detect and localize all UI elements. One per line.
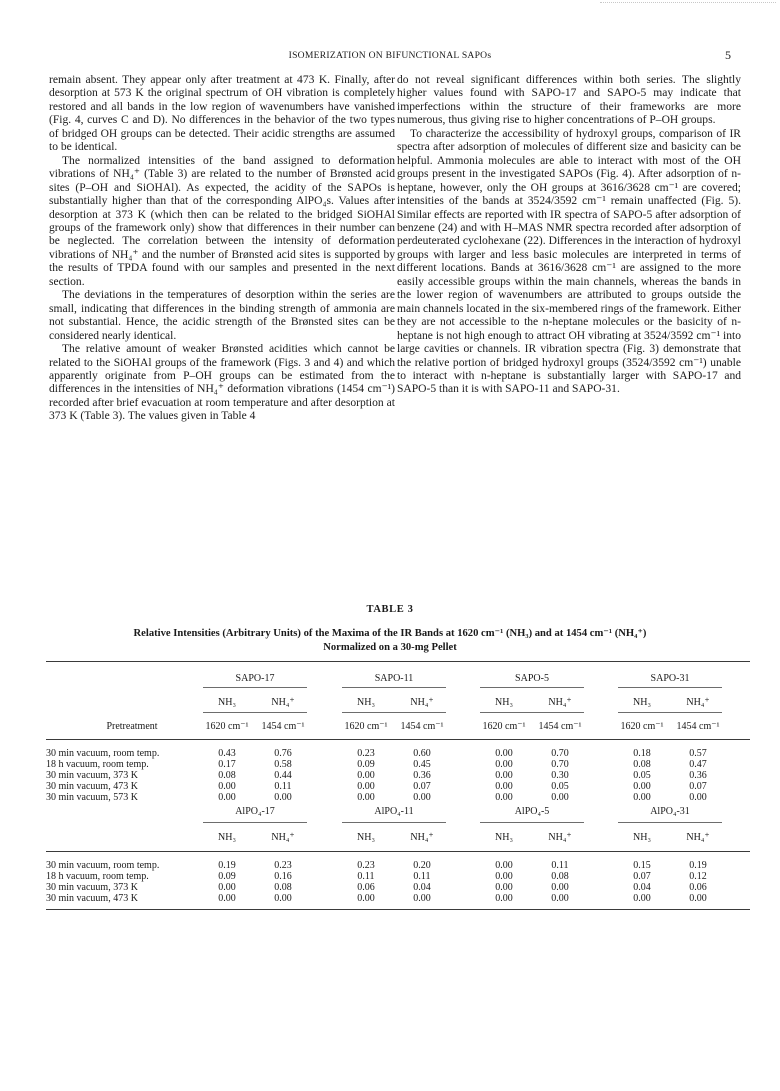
left-paragraph-2: The normalized intensities of the band assigned to deformation vibrations of NH₄⁺ (Table 3) are related to the number of Brønsted acid sites (P–OH and SiOHAl). As expected, the acidity of the SAPOs is substantially higher than that of the corresponding AlPO₄s. Values after desorption at 373 K (which then can be related to the bridged SiOHAl groups of the framework only) show that differences in their number can be neglected. The correlation between the intensity of deformation vibrations of NH₄⁺ and the number of Brønsted acid sites is supported by the results of TPDA found with our samples and presented in the next section. — [49, 154, 395, 288]
left-paragraph-4: The relative amount of weaker Brønsted acidities which cannot be related to the SiOHAl groups of the framework (Figs. 3 and 4) and which apparently originate from P–OH groups can be estimated from the differences in the intensities of NH₄⁺ deformation vibrations (1454 cm⁻¹) recorded after brief evacuation at room temperature and after desorption at 373 K (Table 3). The values given in Table 4 — [49, 343, 395, 423]
table-value: 0.00 — [551, 792, 569, 803]
table-value: 0.00 — [551, 882, 569, 893]
table-value: 0.23 — [357, 748, 375, 759]
row-label: 30 min vacuum, 473 K — [46, 781, 138, 792]
alpo-header-bottom-rule — [46, 851, 750, 852]
nh4-header: NH₄⁺ — [548, 697, 572, 708]
wavenumber-1454-header: 1454 cm⁻¹ — [400, 721, 444, 732]
table-value: 0.00 — [633, 792, 651, 803]
table-caption — [40, 627, 740, 654]
wavenumber-1454-header: 1454 cm⁻¹ — [538, 721, 582, 732]
wavenumber-1454-header: 1454 cm⁻¹ — [676, 721, 720, 732]
alpo-group-header: AlPO₄-31 — [650, 806, 690, 817]
pretreatment-header: Pretreatment — [106, 721, 158, 732]
table-value: 0.19 — [689, 860, 707, 871]
group-underline — [618, 687, 722, 688]
table-value: 0.07 — [413, 781, 431, 792]
sapo-group-header: SAPO-5 — [515, 673, 549, 684]
table-value: 0.00 — [689, 893, 707, 904]
alpo-group-header: AlPO₄-11 — [374, 806, 414, 817]
table-value: 0.00 — [495, 770, 513, 781]
row-label: 30 min vacuum, 373 K — [46, 882, 138, 893]
table-value: 0.20 — [413, 860, 431, 871]
wavenumber-1620-header: 1620 cm⁻¹ — [620, 721, 664, 732]
table-value: 0.08 — [551, 871, 569, 882]
left-paragraph-1: remain absent. They appear only after treatment at 473 K. Finally, after desorption at 573 K the original spectrum of OH vibration is completely restored and all bands in the low region of wavenumbers have vanished (Fig. 4, curves C and D). No differences in the behavior of the two types of bridged OH groups can be detected. Their acidic strengths are assumed to be identical. — [49, 74, 395, 154]
table-value: 0.00 — [495, 748, 513, 759]
sapo-group-header: SAPO-17 — [235, 673, 275, 684]
group-underline — [342, 687, 446, 688]
table-caption-line-2: Normalized on a 30-mg Pellet — [323, 641, 457, 653]
table-value: 0.00 — [357, 893, 375, 904]
table-value: 0.00 — [495, 792, 513, 803]
table-value: 0.00 — [633, 781, 651, 792]
table-value: 0.11 — [357, 871, 375, 882]
table-value: 0.00 — [551, 893, 569, 904]
left-column — [49, 74, 395, 424]
nh3-header: NH₃ — [357, 832, 375, 843]
table-value: 0.11 — [413, 871, 431, 882]
table-value: 0.00 — [218, 781, 236, 792]
subheader-underline — [203, 712, 307, 713]
table-top-rule — [46, 661, 750, 662]
table-bottom-rule — [46, 909, 750, 910]
table-value: 0.70 — [551, 748, 569, 759]
table-value: 0.16 — [274, 871, 292, 882]
row-label: 18 h vacuum, room temp. — [46, 871, 149, 882]
group-underline — [342, 822, 446, 823]
page-number: 5 — [725, 48, 731, 62]
subheader-underline — [342, 712, 446, 713]
table-value: 0.36 — [689, 770, 707, 781]
group-underline — [618, 822, 722, 823]
table-value: 0.11 — [274, 781, 292, 792]
table-value: 0.00 — [218, 882, 236, 893]
table-value: 0.04 — [633, 882, 651, 893]
group-underline — [480, 822, 584, 823]
table-value: 0.60 — [413, 748, 431, 759]
table-value: 0.08 — [274, 882, 292, 893]
table-value: 0.11 — [551, 860, 569, 871]
table-value: 0.00 — [495, 860, 513, 871]
group-underline — [203, 822, 307, 823]
table-value: 0.23 — [274, 860, 292, 871]
alpo-group-header: AlPO₄-17 — [235, 806, 275, 817]
table-value: 0.44 — [274, 770, 292, 781]
nh4-header: NH₄⁺ — [410, 832, 434, 843]
table-value: 0.45 — [413, 759, 431, 770]
page-header — [0, 48, 780, 64]
table-value: 0.43 — [218, 748, 236, 759]
nh4-header: NH₄⁺ — [686, 697, 710, 708]
alpo-group-header: AlPO₄-5 — [514, 806, 550, 817]
row-label: 30 min vacuum, room temp. — [46, 860, 160, 871]
nh3-header: NH₃ — [633, 697, 651, 708]
nh3-header: NH₃ — [495, 832, 513, 843]
table-value: 0.19 — [218, 860, 236, 871]
sapo-group-header: SAPO-11 — [374, 673, 414, 684]
group-underline — [203, 687, 307, 688]
table-caption-line-1: Relative Intensities (Arbitrary Units) of the Maxima of the IR Bands at 1620 cm⁻¹ (NH₃) and at 1454 cm⁻¹ (NH₄⁺) — [133, 628, 647, 639]
table-value: 0.00 — [495, 882, 513, 893]
table-value: 0.15 — [633, 860, 651, 871]
table-value: 0.00 — [495, 759, 513, 770]
wavenumber-1620-header: 1620 cm⁻¹ — [344, 721, 388, 732]
table-value: 0.23 — [357, 860, 375, 871]
table-value: 0.08 — [218, 770, 236, 781]
table-value: 0.18 — [633, 748, 651, 759]
table-value: 0.00 — [357, 781, 375, 792]
nh3-header: NH₃ — [495, 697, 513, 708]
table-value: 0.05 — [633, 770, 651, 781]
running-head: ISOMERIZATION ON BIFUNCTIONAL SAPOs — [288, 50, 492, 61]
table-value: 0.00 — [413, 792, 431, 803]
table-value: 0.57 — [689, 748, 707, 759]
nh4-header: NH₄⁺ — [271, 697, 295, 708]
table-value: 0.00 — [495, 781, 513, 792]
table-value: 0.58 — [274, 759, 292, 770]
left-paragraph-3: The deviations in the temperatures of desorption within the series are small, indicating that differences in the binding strength of ammonia are not substantial. Hence, the acidic strength of the Brønsted sites can be considered nearly identical. — [49, 289, 395, 342]
row-label: 30 min vacuum, 473 K — [46, 893, 138, 904]
nh4-header: NH₄⁺ — [271, 832, 295, 843]
table-value: 0.00 — [357, 770, 375, 781]
table-value: 0.08 — [633, 759, 651, 770]
right-paragraph-1: do not reveal significant differences within both series. The slightly higher values found with SAPO-17 and SAPO-5 may indicate that imperfections within the structure of their frameworks are more numerous, thus giving rise to higher concentrations of P–OH groups. — [397, 74, 741, 127]
right-column — [397, 74, 741, 397]
table-value: 0.00 — [218, 893, 236, 904]
wavenumber-1454-header: 1454 cm⁻¹ — [261, 721, 305, 732]
nh4-header: NH₄⁺ — [686, 832, 710, 843]
table-value: 0.06 — [689, 882, 707, 893]
nh4-header: NH₄⁺ — [410, 697, 434, 708]
table-value: 0.07 — [633, 871, 651, 882]
table-value: 0.36 — [413, 770, 431, 781]
table-value: 0.00 — [495, 893, 513, 904]
table-value: 0.06 — [357, 882, 375, 893]
table-value: 0.00 — [357, 792, 375, 803]
nh3-header: NH₃ — [633, 832, 651, 843]
table-value: 0.00 — [689, 792, 707, 803]
nh4-header: NH₄⁺ — [548, 832, 572, 843]
table-title: TABLE 3 — [366, 604, 414, 615]
table-value: 0.12 — [689, 871, 707, 882]
row-label: 18 h vacuum, room temp. — [46, 759, 149, 770]
table-value: 0.47 — [689, 759, 707, 770]
table-value: 0.70 — [551, 759, 569, 770]
right-paragraph-2: To characterize the accessibility of hydroxyl groups, comparison of IR spectra after adsorption of molecules of different size and basicity can be helpful. Ammonia molecules are able to interact with most of the OH groups present in the investigated SAPOs (Fig. 4). After adsorption of n-heptane, however, only the OH groups at 3616/3628 cm⁻¹ are covered; intensities of the bands at 3524/3592 cm⁻¹ remain unaffected (Fig. 5). Similar effects are reported with IR spectra of SAPO-5 after adsorption of benzene (24) and with H–MAS NMR spectra recorded after adsorption of perdeuterated cyclohexane (22). Differences in the interaction of hydroxyl groups with larger and less basic molecules are interpreted in terms of different locations. Bands at 3616/3628 cm⁻¹ are assigned to the more easily accessible groups within the main channels, whereas the bands in the lower region of wavenumbers are attributed to groups outside the main channels located in the six-membered rings of the framework. Either they are not accessible to the n-heptane molecules or the basicity of n-heptane is not high enough to attract OH vibrating at 3524/3592 cm⁻¹ into large cavities or channels. IR vibration spectra (Fig. 3) demonstrate that the relative portion of bridged hydroxyl groups (3524/3592 cm⁻¹) unable to interact with n-heptane is substantially larger with SAPO-17 and SAPO-5 than it is with SAPO-11 and SAPO-31. — [397, 127, 741, 396]
table-value: 0.07 — [689, 781, 707, 792]
table-value: 0.05 — [551, 781, 569, 792]
table-value: 0.76 — [274, 748, 292, 759]
nh3-header: NH₃ — [218, 697, 236, 708]
nh3-header: NH₃ — [357, 697, 375, 708]
wavenumber-1620-header: 1620 cm⁻¹ — [482, 721, 526, 732]
data-table — [46, 661, 750, 931]
table-value: 0.04 — [413, 882, 431, 893]
table-value: 0.09 — [357, 759, 375, 770]
table-value: 0.00 — [218, 792, 236, 803]
table-value: 0.00 — [413, 893, 431, 904]
subheader-underline — [618, 712, 722, 713]
header-bottom-rule — [46, 739, 750, 740]
row-label: 30 min vacuum, 373 K — [46, 770, 138, 781]
top-dotted-rule — [600, 2, 776, 3]
table-value: 0.00 — [274, 792, 292, 803]
table-value: 0.30 — [551, 770, 569, 781]
group-underline — [480, 687, 584, 688]
subheader-underline — [480, 712, 584, 713]
sapo-group-header: SAPO-31 — [650, 673, 690, 684]
table-value: 0.00 — [495, 871, 513, 882]
row-label: 30 min vacuum, room temp. — [46, 748, 160, 759]
table-value: 0.00 — [274, 893, 292, 904]
table-value: 0.00 — [633, 893, 651, 904]
wavenumber-1620-header: 1620 cm⁻¹ — [205, 721, 249, 732]
nh3-header: NH₃ — [218, 832, 236, 843]
row-label: 30 min vacuum, 573 K — [46, 792, 138, 803]
table-value: 0.09 — [218, 871, 236, 882]
table-value: 0.17 — [218, 759, 236, 770]
